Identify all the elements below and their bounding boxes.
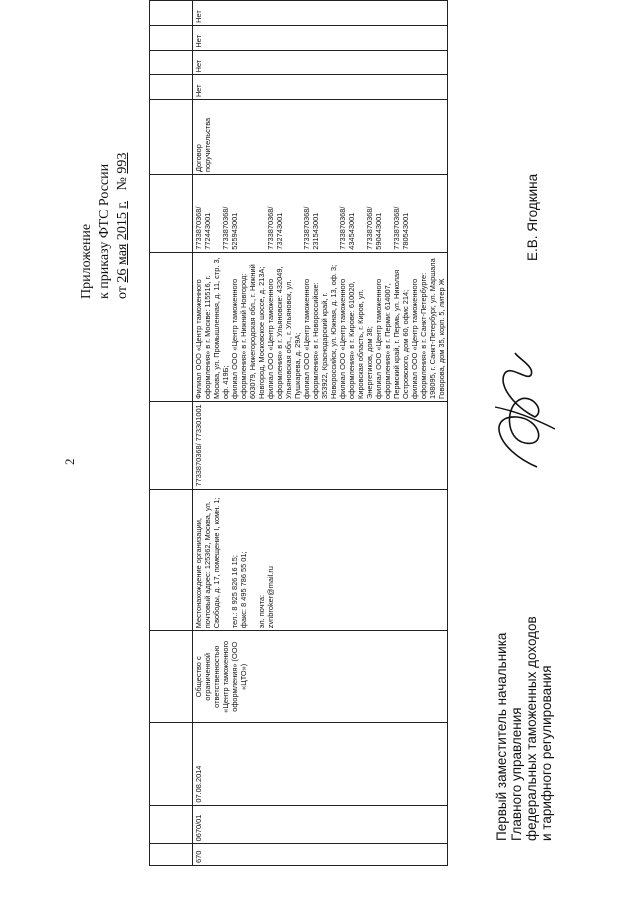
branch-text: филиал ООО «Центр таможенного оформления» в г. Перми: 614007, Пермский край, г. Пермь, ул. Николая Островского, дом 60, офис 214; — [374, 269, 410, 399]
basis: Договор поручительства — [193, 100, 448, 175]
appendix-header — [78, 153, 132, 299]
signatory-title-line: и тарифного регулирования — [539, 665, 554, 841]
page-number: 2 — [62, 458, 77, 465]
branch-inn: 7733870368/ 525943001 — [221, 206, 239, 250]
branch-inn: 7733870368/ 231543001 — [302, 206, 320, 250]
signatory-title-line: Первый заместитель начальника — [494, 632, 509, 841]
branches-cell — [193, 252, 448, 401]
signatory-name: Е.В. Ягодкина — [525, 173, 540, 261]
date-prefix: от — [115, 286, 130, 299]
flag-cell: Нет — [193, 1, 448, 26]
branch-text: филиал ООО «Центр таможенного оформления» в г. Ульяновске: 432049, Ульяновская обл., г. Ульяновск, ул. Пушкарева, д. 29А; — [266, 266, 302, 399]
signatory-title — [494, 616, 554, 841]
order-number: 993 — [115, 152, 130, 174]
contact-details — [193, 489, 448, 631]
number-prefix: № — [115, 177, 130, 191]
appendix-order-ref: к приказу ФТС России — [97, 163, 112, 299]
branches-inn-cell — [193, 175, 448, 253]
branch-text: Филиал ООО «Центр таможенного оформления» в г. Москве: 115516, г. Москва, ул. Промышленная, д. 11, стр. 3, оф. 419Б; — [194, 257, 230, 399]
date-day: 26 — [115, 268, 130, 283]
email: zvnbroker@mail.ru — [266, 566, 275, 629]
branch-inn: 7733870368/ 780543001 — [392, 206, 410, 250]
handwritten-signature — [475, 347, 560, 477]
date-year: 2015 — [115, 212, 130, 241]
appendix-date-number — [114, 153, 132, 299]
inn-kpp: 7733870368/ 773301001 — [193, 401, 448, 489]
flag-cell: Нет — [193, 75, 448, 100]
table-header-row — [150, 1, 193, 866]
register-table — [149, 0, 448, 866]
table-row — [193, 1, 448, 866]
branch-inn: 7733870368/ 772443001 — [194, 206, 212, 250]
branch-text: филиал ООО «Центр таможенного оформления» в г. Нижний Новгород: 603079, Нижегородская обл., г. Нижний Новгород, Московское шоссе, д. 213А; — [230, 264, 266, 399]
signatory-title-line: федеральных таможенных доходов — [524, 616, 539, 841]
branch-inn: 7733870368/ 434543001 — [338, 206, 356, 250]
email-label: эл. почта: — [257, 594, 266, 629]
flag-cell: Нет — [193, 50, 448, 75]
fax: факс: 8 495 786 55 01; — [239, 551, 248, 629]
row-number: 670 — [193, 844, 448, 866]
branch-inn: 7733870368/ 732743001 — [266, 206, 284, 250]
branch-text: филиал ООО «Центр таможенного оформления» в г. Кирове: 610020, Кировская область, г. Киров, ул. Энергетиков, дом 38; — [338, 278, 374, 399]
organization-name: Общество с ограниченной ответственностью «Центр таможенного оформления» (ООО «ЦТО») — [193, 631, 448, 723]
date-year-suffix: г. — [115, 200, 130, 209]
branch-text: филиал ООО «Центр таможенного оформления» в г. Санкт-Петербурге: 198095, г. Санкт-Петербург, ул. Маршала Говорова, дом 35, корп. 5, литер Ж — [410, 258, 446, 399]
date-month: мая — [115, 243, 130, 266]
branch-inn: 7733870368/ 590443001 — [365, 206, 383, 250]
phone: тел.: 8 925 826 16 15; — [230, 555, 239, 629]
appendix-title: Приложение — [79, 223, 94, 299]
inclusion-date: 07.08.2014 — [193, 723, 448, 805]
branch-text: филиал ООО «Центр таможенного оформления» в г. Новороссийске: 353922, Краснодарский край, г. Новороссийск, ул. Южная, д. 13, оф. 3; — [302, 264, 338, 399]
address: Местонахождение организации, почтовый адрес: 125362, Москва, ул. Свободы, д. 17, помещение I, комн. 1; — [194, 497, 221, 629]
signatory-title-line: Главного управления — [509, 707, 524, 841]
registry-number: 0670/01 — [193, 805, 448, 844]
flag-cell: Нет — [193, 25, 448, 50]
